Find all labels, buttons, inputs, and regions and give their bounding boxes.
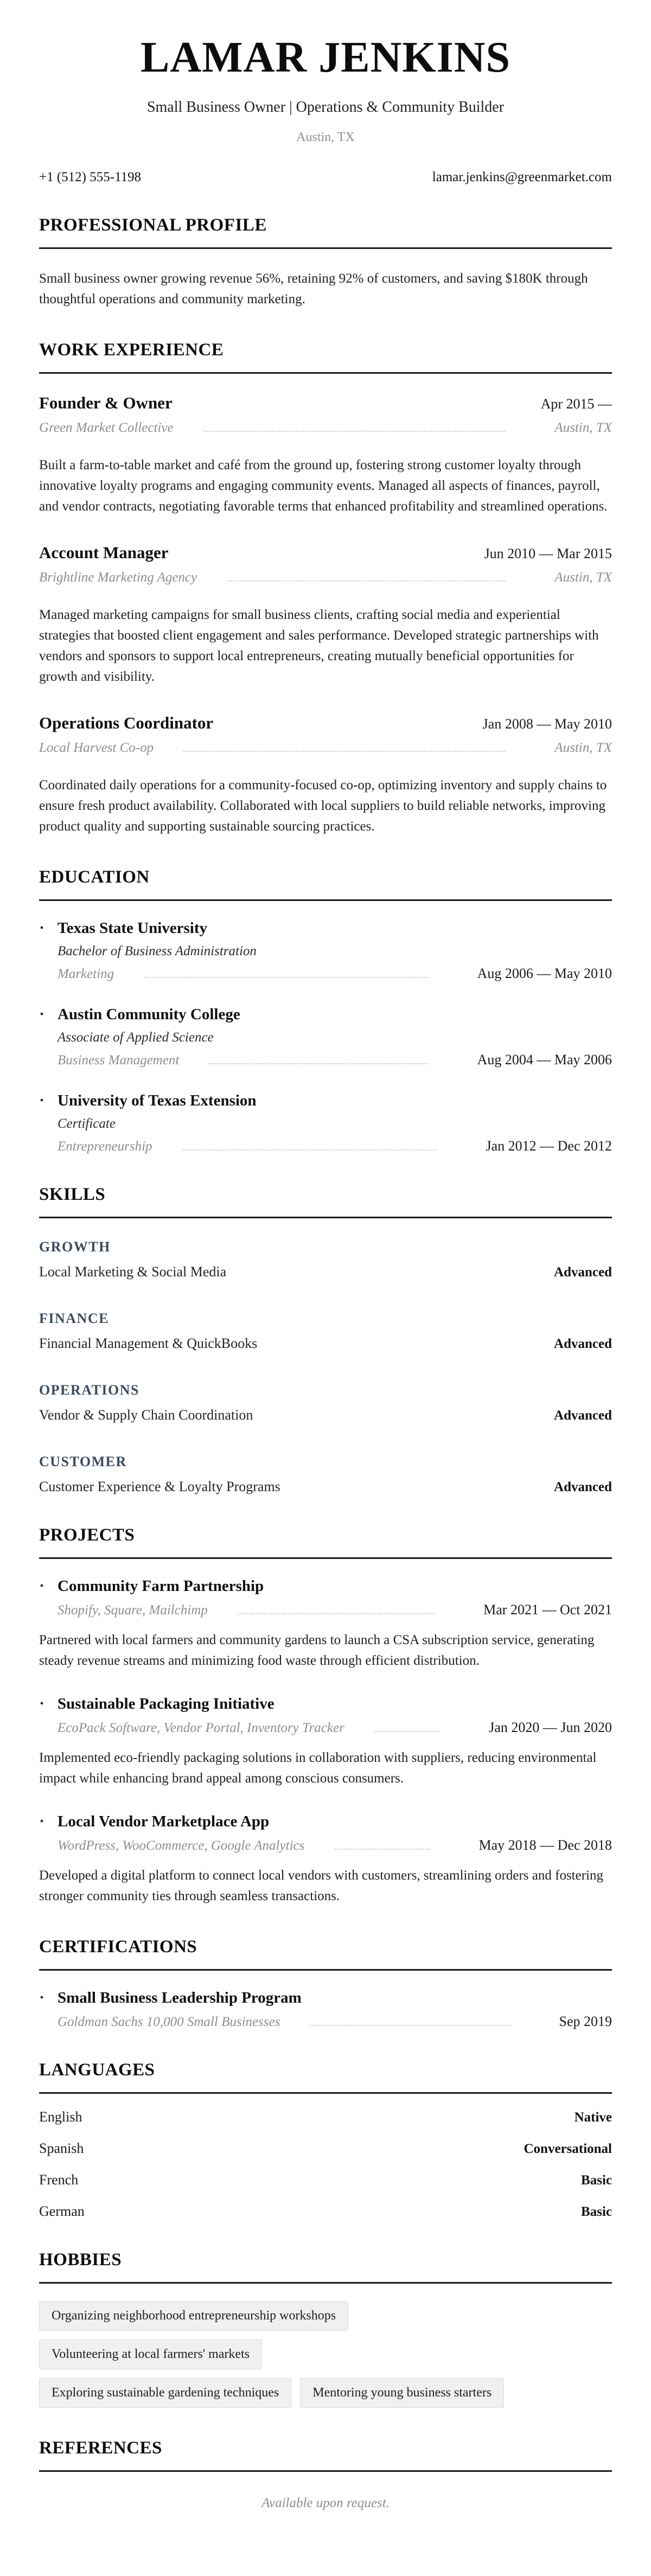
job-location: Austin, TX xyxy=(554,740,612,755)
education-field-row xyxy=(58,966,612,982)
language-level: Conversational xyxy=(524,2142,612,2156)
leader-line xyxy=(182,1149,437,1150)
bullet-icon: · xyxy=(39,1091,45,1109)
section-work-experience xyxy=(39,340,612,837)
job-title-row xyxy=(39,393,612,413)
certification-date: Sep 2019 xyxy=(559,2014,612,2029)
bullet-icon: · xyxy=(39,1989,45,2006)
language-level: Basic xyxy=(581,2204,612,2219)
field-of-study: Business Management xyxy=(58,1053,180,1068)
project-name: Sustainable Packaging Initiative xyxy=(58,1695,275,1712)
education-title-row xyxy=(39,1006,612,1024)
certification-issuer: Goldman Sachs 10,000 Small Businesses xyxy=(58,2015,280,2029)
school-name: University of Texas Extension xyxy=(58,1092,257,1109)
section-skills xyxy=(39,1185,612,1495)
project-entry xyxy=(39,1813,612,1907)
skill-category: CUSTOMER xyxy=(39,1454,127,1469)
education-dates: Jan 2012 — Dec 2012 xyxy=(486,1138,612,1154)
project-tech-row xyxy=(58,1837,612,1853)
skill-row xyxy=(39,1335,612,1352)
project-dates: Jan 2020 — Jun 2020 xyxy=(489,1720,612,1735)
job-company-row xyxy=(39,570,612,585)
skill-name: Local Marketing & Social Media xyxy=(39,1264,227,1280)
leader-line xyxy=(183,751,506,752)
skill-level: Advanced xyxy=(554,1408,612,1423)
education-dates: Aug 2006 — May 2010 xyxy=(477,966,612,981)
bullet-icon: · xyxy=(39,1005,45,1023)
job-role: Account Manager xyxy=(39,543,169,562)
skill-category: OPERATIONS xyxy=(39,1382,139,1398)
skill-group xyxy=(39,1311,612,1352)
language-row xyxy=(39,2172,612,2188)
job-role: Operations Coordinator xyxy=(39,713,214,732)
job-title-row xyxy=(39,713,612,733)
degree: Associate of Applied Science xyxy=(58,1030,214,1045)
job-entry xyxy=(39,393,612,517)
education-dates: Aug 2004 — May 2006 xyxy=(477,1052,612,1068)
skill-level: Advanced xyxy=(554,1480,612,1494)
job-company: Brightline Marketing Agency xyxy=(39,570,197,585)
job-company-row xyxy=(39,740,612,756)
headline: Small Business Owner | Operations & Community Builder xyxy=(146,99,505,116)
section-professional-profile xyxy=(39,215,612,310)
language-name: English xyxy=(39,2109,82,2125)
leader-line xyxy=(310,2025,510,2026)
job-entry xyxy=(39,713,612,837)
bullet-icon: · xyxy=(39,919,45,937)
language-level: Native xyxy=(574,2110,612,2125)
section-title-hobbies: HOBBIES xyxy=(39,2250,612,2284)
skill-name: Financial Management & QuickBooks xyxy=(39,1335,258,1351)
project-title-row xyxy=(39,1577,612,1595)
degree: Certificate xyxy=(58,1116,116,1131)
leader-line xyxy=(227,580,506,581)
job-location: Austin, TX xyxy=(554,570,612,585)
skill-row xyxy=(39,1479,612,1495)
certification-issuer-row xyxy=(58,2014,612,2030)
skill-group xyxy=(39,1454,612,1495)
education-field-row xyxy=(58,1138,612,1154)
bullet-icon: · xyxy=(39,1577,45,1595)
project-dates: May 2018 — Dec 2018 xyxy=(478,1837,612,1853)
skill-group xyxy=(39,1239,612,1280)
project-tech-row xyxy=(58,1720,612,1736)
phone-number: +1 (512) 555-1198 xyxy=(39,170,142,184)
project-name: Local Vendor Marketplace App xyxy=(58,1813,270,1830)
job-role: Founder & Owner xyxy=(39,393,173,412)
job-dates: Jan 2008 — May 2010 xyxy=(482,716,612,732)
leader-line xyxy=(334,1849,430,1850)
resume-header xyxy=(39,36,612,185)
hobby-chip: Volunteering at local farmers' markets xyxy=(39,2340,262,2369)
project-entry xyxy=(39,1577,612,1671)
section-title-skills: SKILLS xyxy=(39,1185,612,1218)
location: Austin, TX xyxy=(296,130,355,144)
person-name: LAMAR JENKINS xyxy=(141,34,510,81)
certification-title-row xyxy=(39,1989,612,2007)
email-address: lamar.jenkins@greenmarket.com xyxy=(432,170,612,184)
section-education xyxy=(39,867,612,1154)
language-name: French xyxy=(39,2172,79,2188)
section-title-projects: PROJECTS xyxy=(39,1525,612,1559)
job-title-row xyxy=(39,543,612,562)
leader-line xyxy=(144,977,428,978)
section-title-certifications: CERTIFICATIONS xyxy=(39,1937,612,1971)
hobby-chip: Mentoring young business starters xyxy=(300,2378,504,2408)
section-languages xyxy=(39,2060,612,2220)
skill-level: Advanced xyxy=(554,1337,612,1351)
section-certifications xyxy=(39,1937,612,2030)
project-title-row xyxy=(39,1695,612,1713)
language-name: German xyxy=(39,2203,85,2219)
section-title-work-experience: WORK EXPERIENCE xyxy=(39,340,612,374)
leader-line xyxy=(203,431,506,432)
section-title-languages: LANGUAGES xyxy=(39,2060,612,2094)
job-entry xyxy=(39,543,612,687)
field-of-study: Marketing xyxy=(58,967,114,981)
references-note: Available upon request. xyxy=(261,2496,390,2510)
hobby-chip-list xyxy=(39,2301,506,2408)
project-tech: Shopify, Square, Mailchimp xyxy=(58,1603,208,1618)
job-description: Coordinated daily operations for a community-focused co-op, optimizing inventory and supply chains to ensure fresh product availability. Collaborated with local suppliers to build reliable networks, improving product quality and supporting sustainable sourcing practices. xyxy=(39,778,607,834)
skill-row xyxy=(39,1264,612,1280)
skill-level: Advanced xyxy=(554,1265,612,1280)
skill-category: GROWTH xyxy=(39,1239,111,1255)
job-description: Managed marketing campaigns for small business clients, crafting social media and experiential strategies that boosted client engagement and sales performance. Developed strategic partnerships with vendors and sponsors to support local entrepreneurs, creating mutually beneficial opportunities for growth and visibility. xyxy=(39,608,599,684)
profile-summary: Small business owner growing revenue 56%, retaining 92% of customers, and saving $180K through thoughtful operations and community marketing. xyxy=(39,271,588,306)
school-name: Texas State University xyxy=(58,919,208,937)
language-row xyxy=(39,2140,612,2157)
project-title-row xyxy=(39,1813,612,1831)
section-references xyxy=(39,2438,612,2511)
project-entry xyxy=(39,1695,612,1789)
bullet-icon: · xyxy=(39,1812,45,1830)
job-company-row xyxy=(39,420,612,436)
field-of-study: Entrepreneurship xyxy=(58,1139,152,1154)
education-entry xyxy=(39,919,612,982)
job-description: Built a farm-to-table market and café from the ground up, fostering strong customer loyalty through innovative loyalty programs and engaging community events. Managed all aspects of finances, payroll, and vendor contracts, negotiating favorable terms that enhanced profitability and streamlined operations. xyxy=(39,458,608,514)
project-tech: WordPress, WooCommerce, Google Analytics xyxy=(58,1838,305,1853)
language-name: Spanish xyxy=(39,2140,84,2156)
leader-line xyxy=(374,1731,440,1732)
project-dates: Mar 2021 — Oct 2021 xyxy=(483,1602,612,1618)
education-entry xyxy=(39,1006,612,1068)
project-description: Implemented eco-friendly packaging solutions in collaboration with suppliers, reducing environmental impact while enhancing brand appeal among conscious consumers. xyxy=(39,1750,597,1786)
section-hobbies xyxy=(39,2250,612,2408)
language-row xyxy=(39,2109,612,2125)
skill-group xyxy=(39,1382,612,1423)
skill-name: Customer Experience & Loyalty Programs xyxy=(39,1479,280,1494)
job-company: Local Harvest Co-op xyxy=(39,740,154,755)
hobby-chip: Organizing neighborhood entrepreneurship workshops xyxy=(39,2301,348,2331)
education-title-row xyxy=(39,1092,612,1110)
project-name: Community Farm Partnership xyxy=(58,1577,264,1595)
language-list xyxy=(39,2109,612,2220)
skill-row xyxy=(39,1407,612,1423)
section-projects xyxy=(39,1525,612,1907)
section-title-professional-profile: PROFESSIONAL PROFILE xyxy=(39,215,612,249)
school-name: Austin Community College xyxy=(58,1006,240,1023)
bullet-icon: · xyxy=(39,1695,45,1712)
project-description: Partnered with local farmers and community gardens to launch a CSA subscription service, generating steady revenue streams and minimizing food waste through efficient distribution. xyxy=(39,1633,595,1668)
project-tech-row xyxy=(58,1602,612,1618)
certification-name: Small Business Leadership Program xyxy=(58,1989,302,2006)
education-entry xyxy=(39,1092,612,1154)
section-title-education: EDUCATION xyxy=(39,867,612,901)
leader-line xyxy=(238,1613,435,1614)
language-level: Basic xyxy=(581,2173,612,2188)
project-tech: EcoPack Software, Vendor Portal, Inventory Tracker xyxy=(58,1721,344,1735)
section-title-references: REFERENCES xyxy=(39,2438,612,2472)
hobby-chip: Exploring sustainable gardening techniques xyxy=(39,2378,291,2408)
education-field-row xyxy=(58,1052,612,1068)
job-location: Austin, TX xyxy=(554,420,612,435)
degree: Bachelor of Business Administration xyxy=(58,944,257,958)
language-row xyxy=(39,2203,612,2220)
job-dates: Jun 2010 — Mar 2015 xyxy=(484,546,612,561)
leader-line xyxy=(209,1063,428,1064)
skill-category: FINANCE xyxy=(39,1311,109,1326)
certification-entry xyxy=(39,1989,612,2030)
job-company: Green Market Collective xyxy=(39,420,174,435)
project-description: Developed a digital platform to connect local vendors with customers, streamlining orders and fostering stronger community ties through seamless transactions. xyxy=(39,1868,603,1903)
education-title-row xyxy=(39,919,612,937)
contact-row xyxy=(39,170,612,185)
job-dates: Apr 2015 — xyxy=(540,396,612,412)
skill-name: Vendor & Supply Chain Coordination xyxy=(39,1407,253,1423)
